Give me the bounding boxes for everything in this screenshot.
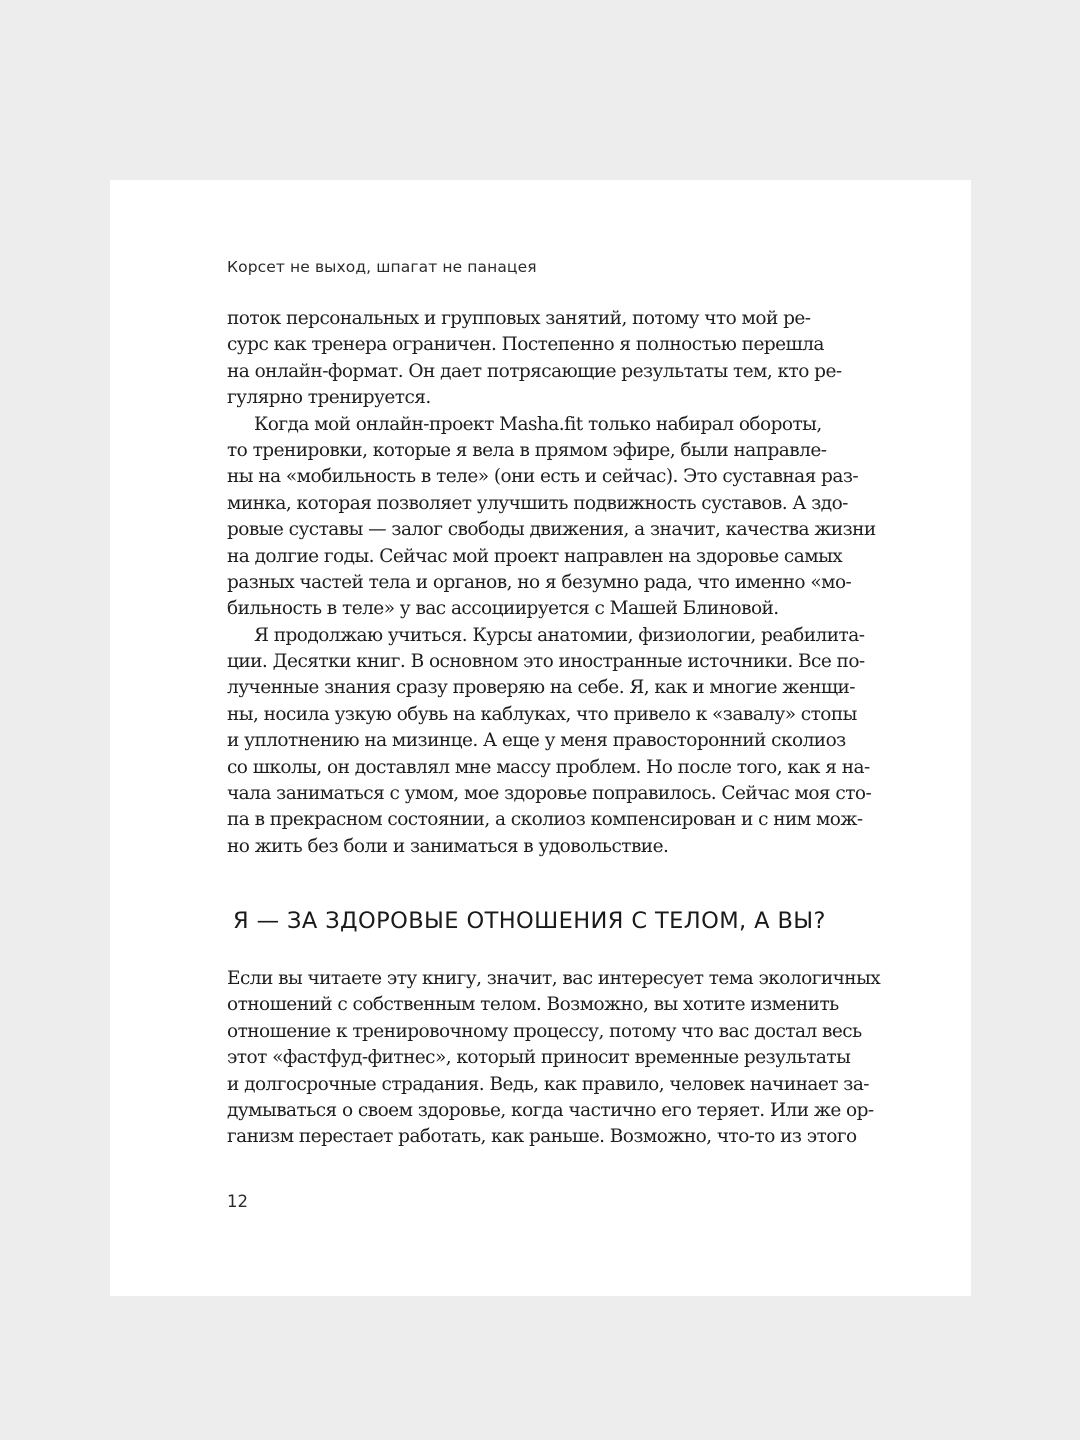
text-line: лученные знания сразу проверяю на себе. Я, как и многие женщи-: [227, 677, 855, 699]
text-line: ции. Десятки книг. В основном это иностранные источники. Все по-: [227, 651, 865, 673]
text-line: ровые суставы — залог свободы движения, а значит, качества жизни: [227, 519, 876, 541]
text-line: и уплотнению на мизинце. А еще у меня правосторонний сколиоз: [227, 730, 846, 752]
text-line: па в прекрасном состоянии, а сколиоз компенсирован и с ним мож-: [227, 809, 863, 831]
running-head: Корсет не выход, шпагат не панацея: [227, 258, 537, 276]
text-line: ны на «мобильность в теле» (они есть и сейчас). Это суставная раз-: [227, 466, 859, 488]
text-line: ны, носила узкую обувь на каблуках, что привело к «завалу» стопы: [227, 703, 857, 725]
text-line: этот «фастфуд-фитнес», который приносит временные результаты: [227, 1047, 851, 1069]
text-line: Если вы читаете эту книгу, значит, вас интересует тема экологичных: [227, 968, 881, 989]
text-line: отношение к тренировочному процессу, потому что вас достал весь: [227, 1020, 862, 1042]
text-line: то тренировки, которые я вела в прямом эфире, были направле-: [227, 439, 827, 461]
text-line: сурс как тренера ограничен. Постепенно я полностью перешла: [227, 334, 824, 356]
text-line: разных частей тела и органов, но я безумно рада, что именно «мо-: [227, 571, 852, 593]
text-line: минка, которая позволяет улучшить подвижность суставов. А здо-: [227, 492, 848, 514]
section-heading: Я — ЗА ЗДОРОВЫЕ ОТНОШЕНИЯ С ТЕЛОМ, А ВЫ?: [233, 908, 826, 934]
text-line: на долгие годы. Сейчас мой проект направлен на здоровье самых: [227, 545, 843, 567]
text-line: поток персональных и групповых занятий, потому что мой ре-: [227, 308, 811, 329]
text-line: чала заниматься с умом, мое здоровье поправилось. Сейчас моя сто-: [227, 783, 872, 805]
text-line: Я продолжаю учиться. Курсы анатомии, физиологии, реабилита-: [254, 624, 865, 646]
book-page: [110, 180, 971, 1296]
text-line: отношений с собственным телом. Возможно, вы хотите изменить: [227, 994, 839, 1016]
text-line: Когда мой онлайн-проект Masha.fit только набирал обороты,: [254, 413, 822, 435]
page-number: 12: [227, 1192, 248, 1211]
text-line: гулярно тренируется.: [227, 387, 431, 409]
body-text-section-1: [227, 306, 876, 860]
text-line: и долгосрочные страдания. Ведь, как правило, человек начинает за-: [227, 1073, 870, 1095]
text-line: бильность в теле» у вас ассоциируется с Машей Блиновой.: [227, 598, 779, 620]
text-line: со школы, он доставлял мне массу проблем. Но после того, как я на-: [227, 756, 870, 778]
text-line: думываться о своем здоровье, когда частично его теряет. Или же ор-: [227, 1099, 874, 1121]
text-line: но жить без боли и заниматься в удовольствие.: [227, 835, 669, 857]
text-line: ганизм перестает работать, как раньше. Возможно, что-то из этого: [227, 1126, 857, 1148]
body-text-section-2: [227, 966, 880, 1151]
text-line: на онлайн-формат. Он дает потрясающие результаты тем, кто ре-: [227, 360, 842, 382]
